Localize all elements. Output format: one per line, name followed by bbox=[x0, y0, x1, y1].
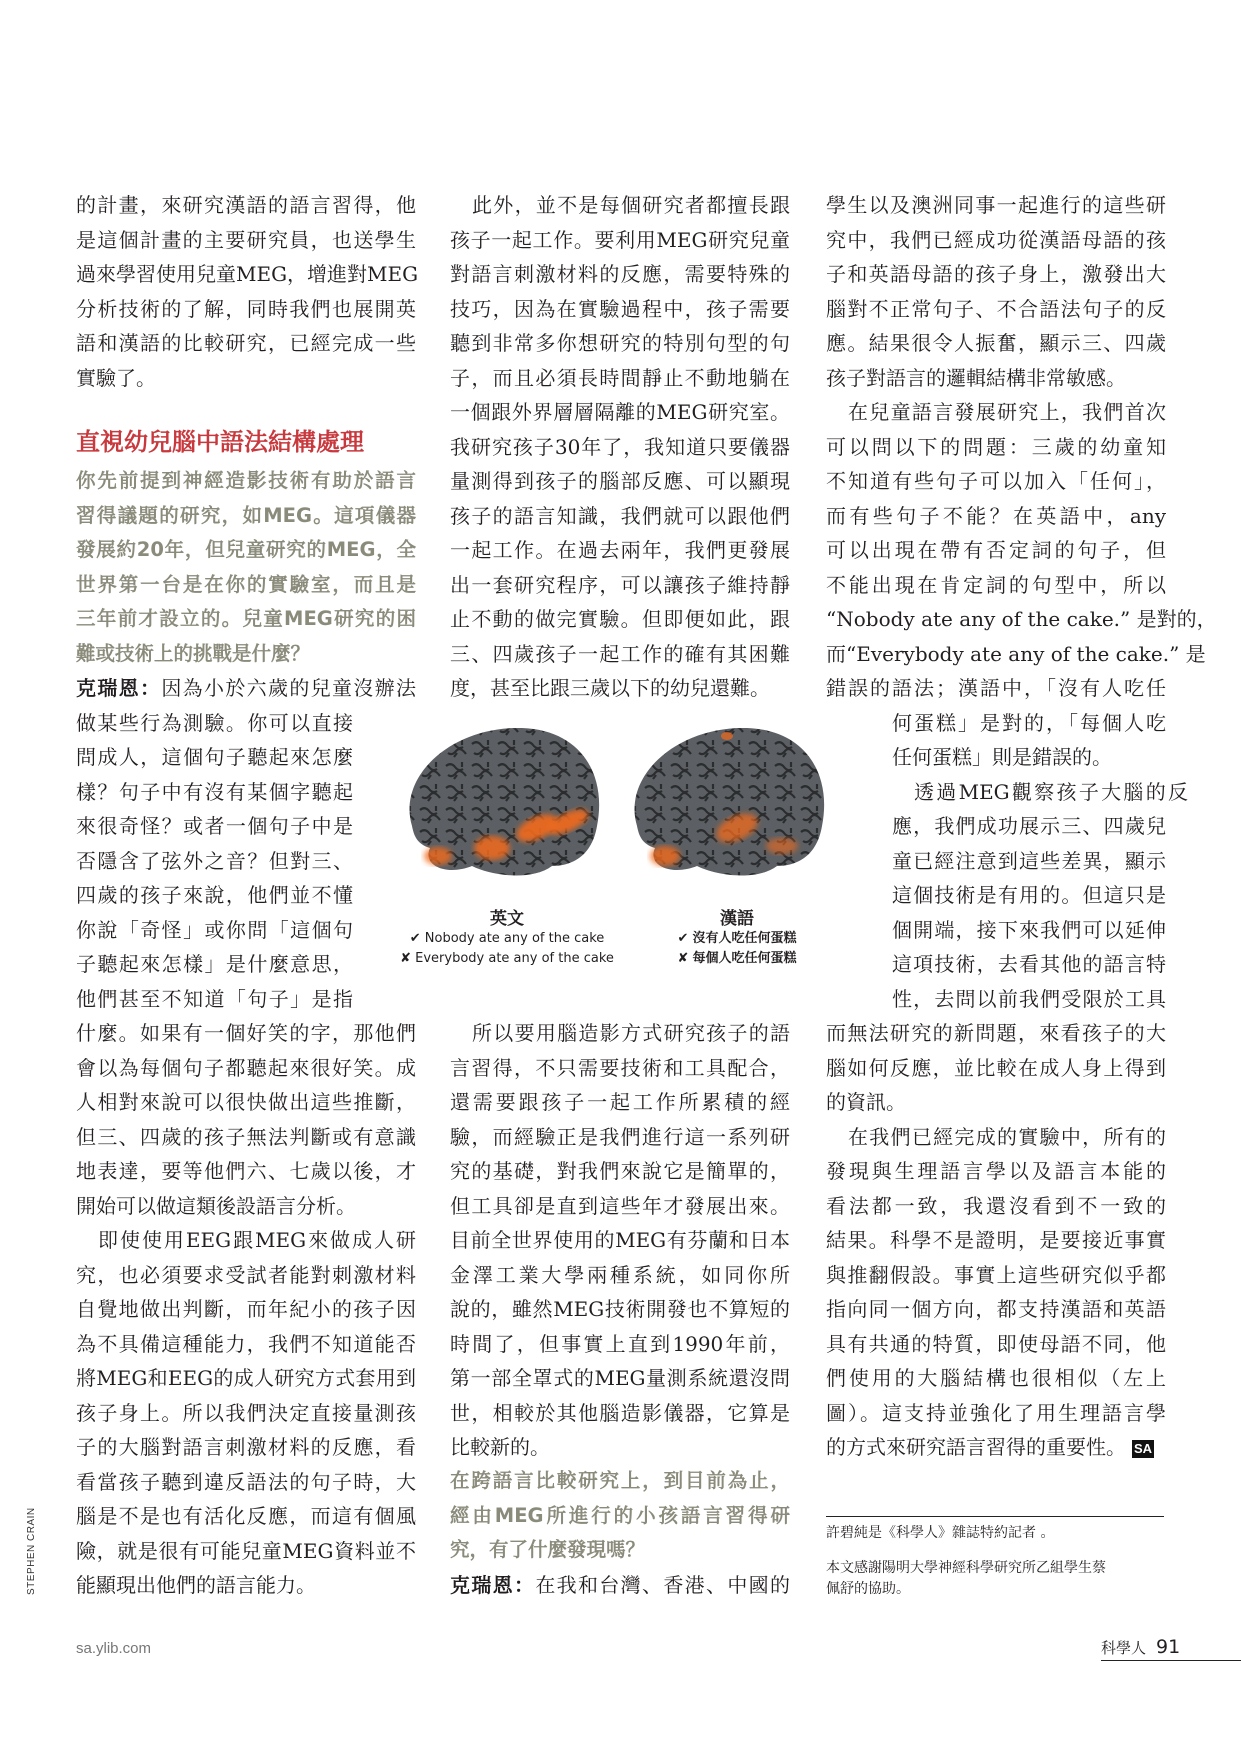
text-line: 在兒童語言發展研究上，我們首次 bbox=[848, 400, 1166, 424]
answer-text: 在我和台灣、香港、中國的 bbox=[535, 1573, 791, 1597]
brain-images bbox=[392, 716, 832, 896]
text-line: 腦對不正常句子、不合語法句子的反 bbox=[826, 296, 1166, 321]
text-line: 時間了，但事實上直到1990年前， bbox=[450, 1331, 790, 1356]
answer-first-line bbox=[450, 1568, 790, 1603]
brain-chinese bbox=[635, 728, 825, 876]
cross-icon: ✘ bbox=[677, 951, 689, 966]
text-line: 性，去問以前我們受限於工具 bbox=[892, 986, 1166, 1011]
wrong-sentence: 每個人吃任何蛋糕 bbox=[692, 951, 797, 966]
text-line: 應。結果很令人振奮，顯示三、四歲 bbox=[826, 331, 1166, 355]
text-line: 將MEG和EEG的成人研究方式套用到 bbox=[76, 1366, 416, 1390]
acknowledgement-line: 佩舒的協助。 bbox=[826, 1581, 910, 1597]
text-line: 會以為每個句子都聽起來很好笑。成 bbox=[76, 1055, 416, 1080]
text-line: 不能出現在肯定詞的句型中，所以 bbox=[826, 572, 1166, 597]
text-line: 的資訊。 bbox=[826, 1090, 906, 1114]
text-line: 何蛋糕」是對的，「每個人吃 bbox=[892, 710, 1166, 735]
footnote-divider bbox=[826, 1516, 1164, 1517]
text-line: 目前全世界使用的MEG有芬蘭和日本 bbox=[450, 1228, 790, 1252]
text-line: 自覺地做出判斷，而年紀小的孩子因 bbox=[76, 1297, 416, 1321]
text-line: 在我們已經完成的實驗中，所有的 bbox=[848, 1124, 1166, 1149]
website-link[interactable]: sa.ylib.com bbox=[76, 1640, 152, 1657]
text-line: 透過MEG觀察孩子大腦的反 bbox=[914, 779, 1188, 804]
caption-english bbox=[392, 904, 622, 969]
caption-title: 英文 bbox=[490, 909, 524, 929]
text-line: 一起工作。在過去兩年，我們更發展 bbox=[450, 538, 790, 562]
paragraph bbox=[826, 188, 1166, 395]
text-line: 學生以及澳洲同事一起進行的這些研 bbox=[826, 193, 1166, 217]
text-line: 我研究孩子30年了，我知道只要儀器 bbox=[450, 434, 790, 459]
activation-region bbox=[424, 847, 452, 865]
text-line: 技巧，因為在實驗過程中，孩子需要 bbox=[450, 296, 790, 321]
text-line: 指向同一個方向，都支持漢語和英語 bbox=[826, 1297, 1166, 1321]
text-line: 出一套研究程序，可以讓孩子維持靜 bbox=[450, 572, 790, 597]
text-line: 即使使用EEG跟MEG來做成人研 bbox=[98, 1228, 416, 1252]
text-line: 可以出現在帶有否定詞的句子，但 bbox=[826, 538, 1166, 562]
text-line: 子和英語母語的孩子身上，激發出大 bbox=[826, 262, 1166, 286]
text-line: 個開端，接下來我們可以延伸 bbox=[892, 917, 1166, 942]
interview-question bbox=[76, 464, 416, 671]
text-line: 究中，我們已經成功從漢語母語的孩 bbox=[826, 227, 1166, 252]
check-icon: ✔ bbox=[409, 931, 421, 946]
text-line: 但工具卻是直到這些年才發展出來。 bbox=[450, 1193, 790, 1218]
text-line: 結果。科學不是證明，是要接近事實 bbox=[826, 1228, 1166, 1252]
text-line: 開始可以做這類後設語言分析。 bbox=[76, 1193, 356, 1218]
paragraph bbox=[826, 1120, 1166, 1465]
text-line: 而無法研究的新問題，來看孩子的大 bbox=[826, 1021, 1166, 1045]
check-icon: ✔ bbox=[677, 931, 689, 946]
text-line: 而有些句子不能？在英語中，any bbox=[826, 503, 1166, 528]
text-line: 可以問以下的問題：三歲的幼童知 bbox=[826, 434, 1166, 459]
text-line: 圖）。這支持並強化了用生理語言學 bbox=[826, 1400, 1166, 1425]
text-line: 所以要用腦造影方式研究孩子的語 bbox=[472, 1021, 790, 1045]
text-line: 過來學習使用兒童MEG，增進對MEG bbox=[76, 262, 419, 286]
answer-first-line bbox=[76, 671, 416, 706]
brain-english bbox=[410, 728, 600, 876]
text-line: 具有共通的特質，即使母語不同，他 bbox=[826, 1331, 1166, 1356]
cross-icon: ✘ bbox=[400, 951, 411, 966]
paragraph-lines bbox=[826, 1120, 1166, 1431]
text-line: 世，相較於其他腦造影儀器，它算是 bbox=[450, 1400, 790, 1425]
paragraph bbox=[76, 1223, 416, 1603]
speaker-name: 克瑞恩： bbox=[450, 1573, 536, 1597]
line-text: 的方式來研究語言習得的重要性。 bbox=[826, 1435, 1126, 1459]
text-line: 否隱含了弦外之音？但對三、 bbox=[76, 848, 353, 873]
text-line: 究，也必須要求受試者能對刺激材料 bbox=[76, 1262, 416, 1287]
text-line: 發現與生理語言學以及語言本能的 bbox=[826, 1159, 1166, 1183]
section-heading: 直視幼兒腦中語法結構處理 bbox=[76, 428, 364, 456]
text-line: 險，就是很有可能兒童MEG資料並不 bbox=[76, 1538, 416, 1563]
paragraph bbox=[450, 1016, 790, 1465]
text-line: 們使用的大腦結構也很相似（左上 bbox=[826, 1366, 1166, 1390]
text-line: 但三、四歲的孩子無法判斷或有意識 bbox=[76, 1124, 416, 1149]
interview-answer bbox=[450, 1568, 790, 1603]
text-line: 三、四歲孩子一起工作的確有其困難 bbox=[450, 641, 790, 666]
text-line: 世界第一台是在你的實驗室，而且是 bbox=[76, 572, 416, 596]
caption-chinese bbox=[637, 904, 837, 969]
text-line: 與推翻假設。事實上這些研究似乎都 bbox=[826, 1262, 1166, 1287]
text-line: 人相對來說可以很快做出這些推斷， bbox=[76, 1090, 416, 1114]
text-line: 難或技術上的挑戰是什麼？ bbox=[76, 641, 311, 665]
text-line: 看當孩子聽到違反語法的句子時，大 bbox=[76, 1469, 416, 1494]
text-line: 子的大腦對語言刺激材料的反應，看 bbox=[76, 1435, 416, 1459]
text-line: 看法都一致，我還沒看到不一致的 bbox=[826, 1193, 1166, 1218]
text-line: 比較新的。 bbox=[450, 1435, 550, 1459]
text-line: 能顯現出他們的語言能力。 bbox=[76, 1573, 316, 1597]
text-line: 這項技術，去看其他的語言特 bbox=[892, 952, 1166, 976]
text-line: 這個技術是有用的。但這只是 bbox=[892, 883, 1166, 907]
activation-region bbox=[650, 846, 680, 866]
text-line: 地表達，要等他們六、七歲以後，才 bbox=[76, 1159, 416, 1183]
text-line: 止不動的做完實驗。但即便如此，跟 bbox=[450, 607, 790, 631]
page-footer bbox=[1101, 1636, 1241, 1661]
page-number: 91 bbox=[1156, 1636, 1181, 1658]
text-line: 第一部全罩式的MEG量測系統還沒問 bbox=[450, 1366, 790, 1390]
photo-credit: STEPHEN CRAIN bbox=[26, 1507, 37, 1595]
text-line: 的計畫，來研究漢語的語言習得，他 bbox=[76, 193, 416, 217]
text-line: 金澤工業大學兩種系統，如同你所 bbox=[450, 1262, 790, 1287]
activation-region bbox=[721, 732, 733, 740]
author-note: 許碧純是《科學人》雜誌特約記者 。 bbox=[826, 1525, 1055, 1541]
answer-lines bbox=[76, 706, 416, 1224]
text-line: 此外，並不是每個研究者都擅長跟 bbox=[472, 193, 790, 217]
text-line: 子聽起來怎樣」是什麼意思， bbox=[76, 952, 353, 976]
text-line: 應，我們成功展示三、四歲兒 bbox=[892, 814, 1166, 838]
text-line: 實驗了。 bbox=[76, 365, 156, 390]
paragraph bbox=[826, 775, 1188, 1120]
interview-question bbox=[450, 1464, 790, 1568]
correct-sentence: 沒有人吃任何蛋糕 bbox=[692, 931, 797, 946]
text-line: 為不具備這種能力，我們不知道能否 bbox=[76, 1331, 416, 1356]
paragraph bbox=[450, 188, 790, 706]
text-line: 說的，雖然MEG技術開發也不算短的 bbox=[450, 1297, 790, 1321]
magazine-name: 科學人 bbox=[1101, 1639, 1147, 1657]
text-line: 童已經注意到這些差異，顯示 bbox=[892, 848, 1166, 873]
paragraph-last-line bbox=[826, 1430, 1166, 1465]
text-line: 一個跟外界層層隔離的MEG研究室。 bbox=[450, 400, 790, 424]
sa-end-mark: SA bbox=[1134, 1440, 1153, 1456]
text-line: 還需要跟孩子一起工作所累積的經 bbox=[450, 1090, 790, 1114]
text-line: 分析技術的了解，同時我們也展開英 bbox=[76, 296, 416, 321]
activation-region bbox=[766, 838, 798, 854]
text-line: 來很奇怪？或者一個句子中是 bbox=[76, 814, 353, 838]
text-line: 究，有了什麼發現嗎？ bbox=[450, 1538, 646, 1561]
text-line: 孩子對語言的邏輯結構非常敏感。 bbox=[826, 365, 1126, 390]
text-line: 孩子身上。所以我們決定直接量測孩 bbox=[76, 1400, 416, 1425]
text-line: 對語言刺激材料的反應，需要特殊的 bbox=[450, 262, 790, 286]
text-line: 腦如何反應，並比較在成人身上得到 bbox=[826, 1055, 1166, 1080]
text-line: 什麼。如果有一個好笑的字，那他們 bbox=[76, 1021, 416, 1045]
brain-figure bbox=[392, 716, 832, 976]
text-line: 孩子一起工作。要利用MEG研究兒童 bbox=[450, 227, 790, 252]
interview-answer bbox=[76, 671, 416, 1223]
text-line: 在跨語言比較研究上，到目前為止， bbox=[450, 1469, 790, 1492]
text-line: 度，甚至比跟三歲以下的幼兒還難。 bbox=[450, 676, 770, 700]
text-line: 是這個計畫的主要研究員，也送學生 bbox=[76, 227, 416, 252]
text-line: 問成人，這個句子聽起來怎麼 bbox=[76, 745, 353, 769]
text-line: 錯誤的語法；漢語中，「沒有人吃任 bbox=[826, 676, 1166, 700]
text-line: 任何蛋糕」則是錯誤的。 bbox=[892, 745, 1112, 769]
paragraph bbox=[826, 395, 1217, 775]
correct-sentence: Nobody ate any of the cake bbox=[424, 931, 605, 946]
text-line: 究的基礎，對我們來說它是簡單的， bbox=[450, 1159, 790, 1183]
text-line: 驗，而經驗正是我們進行這一系列研 bbox=[450, 1124, 790, 1149]
caption-title: 漢語 bbox=[720, 909, 754, 929]
text-line: 你說「奇怪」或你問「這個句 bbox=[76, 917, 353, 942]
acknowledgement-line: 本文感謝陽明大學神經科學研究所乙組學生蔡 bbox=[826, 1560, 1106, 1576]
text-line: 而“Everybody ate any of the cake.” 是 bbox=[826, 641, 1206, 666]
text-line: 量測得到孩子的腦部反應、可以顯現 bbox=[450, 469, 790, 493]
text-line: 聽到非常多你想研究的特別句型的句 bbox=[450, 331, 790, 355]
text-line: 腦是不是也有活化反應，而這有個風 bbox=[76, 1504, 416, 1528]
activation-region bbox=[474, 836, 510, 860]
text-line: 四歲的孩子來說，他們並不懂 bbox=[76, 883, 353, 907]
text-line: 他們甚至不知道「句子」是指 bbox=[76, 986, 353, 1011]
paragraph bbox=[76, 188, 419, 395]
speaker-name: 克瑞恩： bbox=[76, 676, 162, 700]
text-line: 經由MEG所進行的小孩語言習得研 bbox=[450, 1503, 790, 1527]
text-line: 樣？句子中有沒有某個字聽起 bbox=[76, 779, 353, 804]
text-line: 做某些行為測驗。你可以直接 bbox=[76, 710, 353, 735]
text-line: 習得議題的研究，如MEG。這項儀器 bbox=[76, 503, 416, 527]
answer-text: 因為小於六歲的兒童沒辦法 bbox=[161, 676, 417, 700]
text-line: 你先前提到神經造影技術有助於語言 bbox=[76, 469, 416, 492]
text-line: 發展約20年，但兒童研究的MEG，全 bbox=[76, 538, 416, 561]
text-line: 語和漢語的比較研究，已經完成一些 bbox=[76, 331, 416, 355]
text-line: 三年前才設立的。兒童MEG研究的困 bbox=[76, 607, 416, 630]
text-line: “Nobody ate any of the cake.” 是對的， bbox=[826, 607, 1217, 631]
text-line: 言習得，不只需要技術和工具配合， bbox=[450, 1055, 790, 1080]
text-line: 子，而且必須長時間靜止不動地躺在 bbox=[450, 365, 790, 390]
wrong-sentence: Everybody ate any of the cake bbox=[415, 951, 614, 966]
text-line: 不知道有些句子可以加入「任何」， bbox=[826, 469, 1166, 493]
text-line: 孩子的語言知識，我們就可以跟他們 bbox=[450, 503, 790, 528]
